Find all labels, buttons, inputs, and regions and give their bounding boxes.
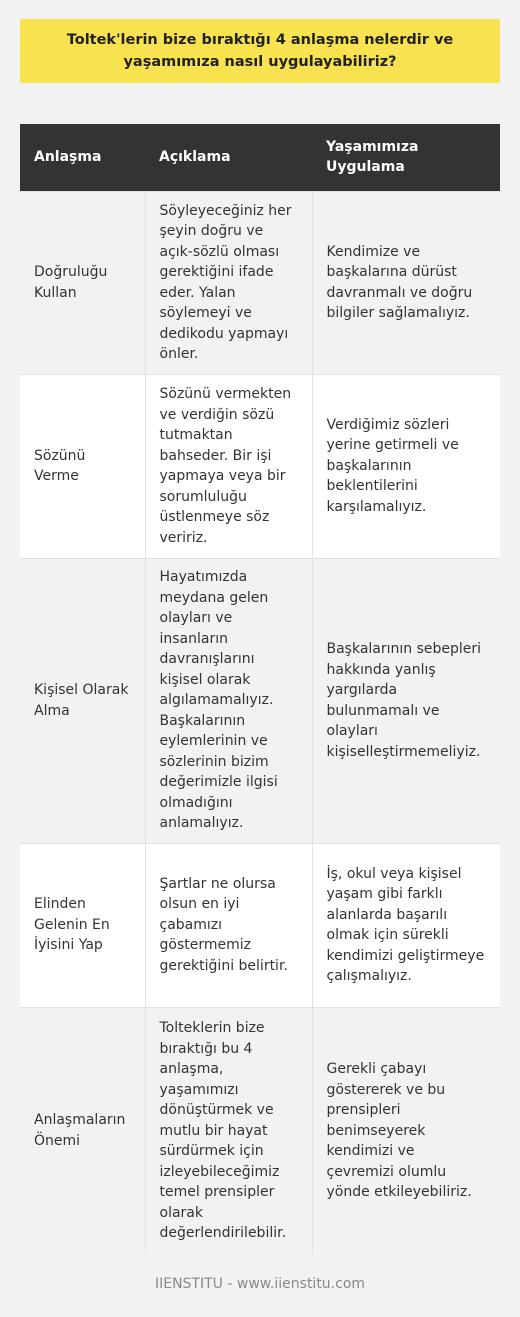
footer-credit: IIENSTITU - www.iienstitu.com <box>154 1276 366 1292</box>
cell-application: Kendimize ve başkalarına dürüst davranmalı ve doğru bilgiler sağlamalıyız. <box>312 191 500 374</box>
header-description: Açıklama <box>145 124 312 191</box>
cell-description: Şartlar ne olursa olsun en iyi çabamızı göstermemiz gerektiğini belirtir. <box>145 843 312 1007</box>
cell-agreement: Elinden Gelenin En İyisini Yap <box>20 843 145 1007</box>
cell-application: Verdiğimiz sözleri yerine getirmeli ve başkalarının beklentilerini karşılamalıyız. <box>312 374 500 558</box>
header-agreement: Anlaşma <box>20 124 145 191</box>
cell-agreement: Anlaşmaların Önemi <box>20 1007 145 1254</box>
cell-description: Hayatımızda meydana gelen olayları ve insanların davranışlarını kişisel olarak algılamamalıyız. Başkalarının eylemlerinin ve sözlerinin bizim değerimizle ilgisi olmadığını anlamalıyız. <box>145 558 312 843</box>
table-row <box>20 1007 500 1254</box>
cell-application: İş, okul veya kişisel yaşam gibi farklı alanlarda başarılı olmak için sürekli kendimizi geliştirmeye çalışmalıyız. <box>312 843 500 1007</box>
table-row <box>20 191 500 374</box>
cell-description: Söyleyeceğiniz her şeyin doğru ve açık-sözlü olması gerektiğini ifade eder. Yalan söylemeyi ve dedikodu yapmayı önler. <box>145 191 312 374</box>
cell-application: Başkalarının sebepleri hakkında yanlış yargılarda bulunmamalı ve olayları kişiselleştirmemeliyiz. <box>312 558 500 843</box>
table-row <box>20 374 500 558</box>
table-row <box>20 558 500 843</box>
cell-agreement: Doğruluğu Kullan <box>20 191 145 374</box>
cell-description: Tolteklerin bize bıraktığı bu 4 anlaşma, yaşamımızı dönüştürmek ve mutlu bir hayat sürdürmek için izleyebileceğimiz temel prensipler olarak değerlendirilebilir. <box>145 1007 312 1254</box>
page-title: Toltek'lerin bize bıraktığı 4 anlaşma nelerdir ve yaşamımıza nasıl uygulayabiliriz? <box>20 19 500 83</box>
cell-agreement: Kişisel Olarak Alma <box>20 558 145 843</box>
table-row <box>20 843 500 1007</box>
cell-agreement: Sözünü Verme <box>20 374 145 558</box>
agreements-table <box>20 124 500 1254</box>
header-application: Yaşamımıza Uygulama <box>312 124 500 191</box>
cell-description: Sözünü vermekten ve verdiğin sözü tutmaktan bahseder. Bir işi yapmaya veya bir sorumluluğu üstlenmeye söz veririz. <box>145 374 312 558</box>
cell-application: Gerekli çabayı göstererek ve bu prensipleri benimseyerek kendimizi ve çevremizi olumlu yönde etkileyebiliriz. <box>312 1007 500 1254</box>
table-header-row <box>20 124 500 191</box>
